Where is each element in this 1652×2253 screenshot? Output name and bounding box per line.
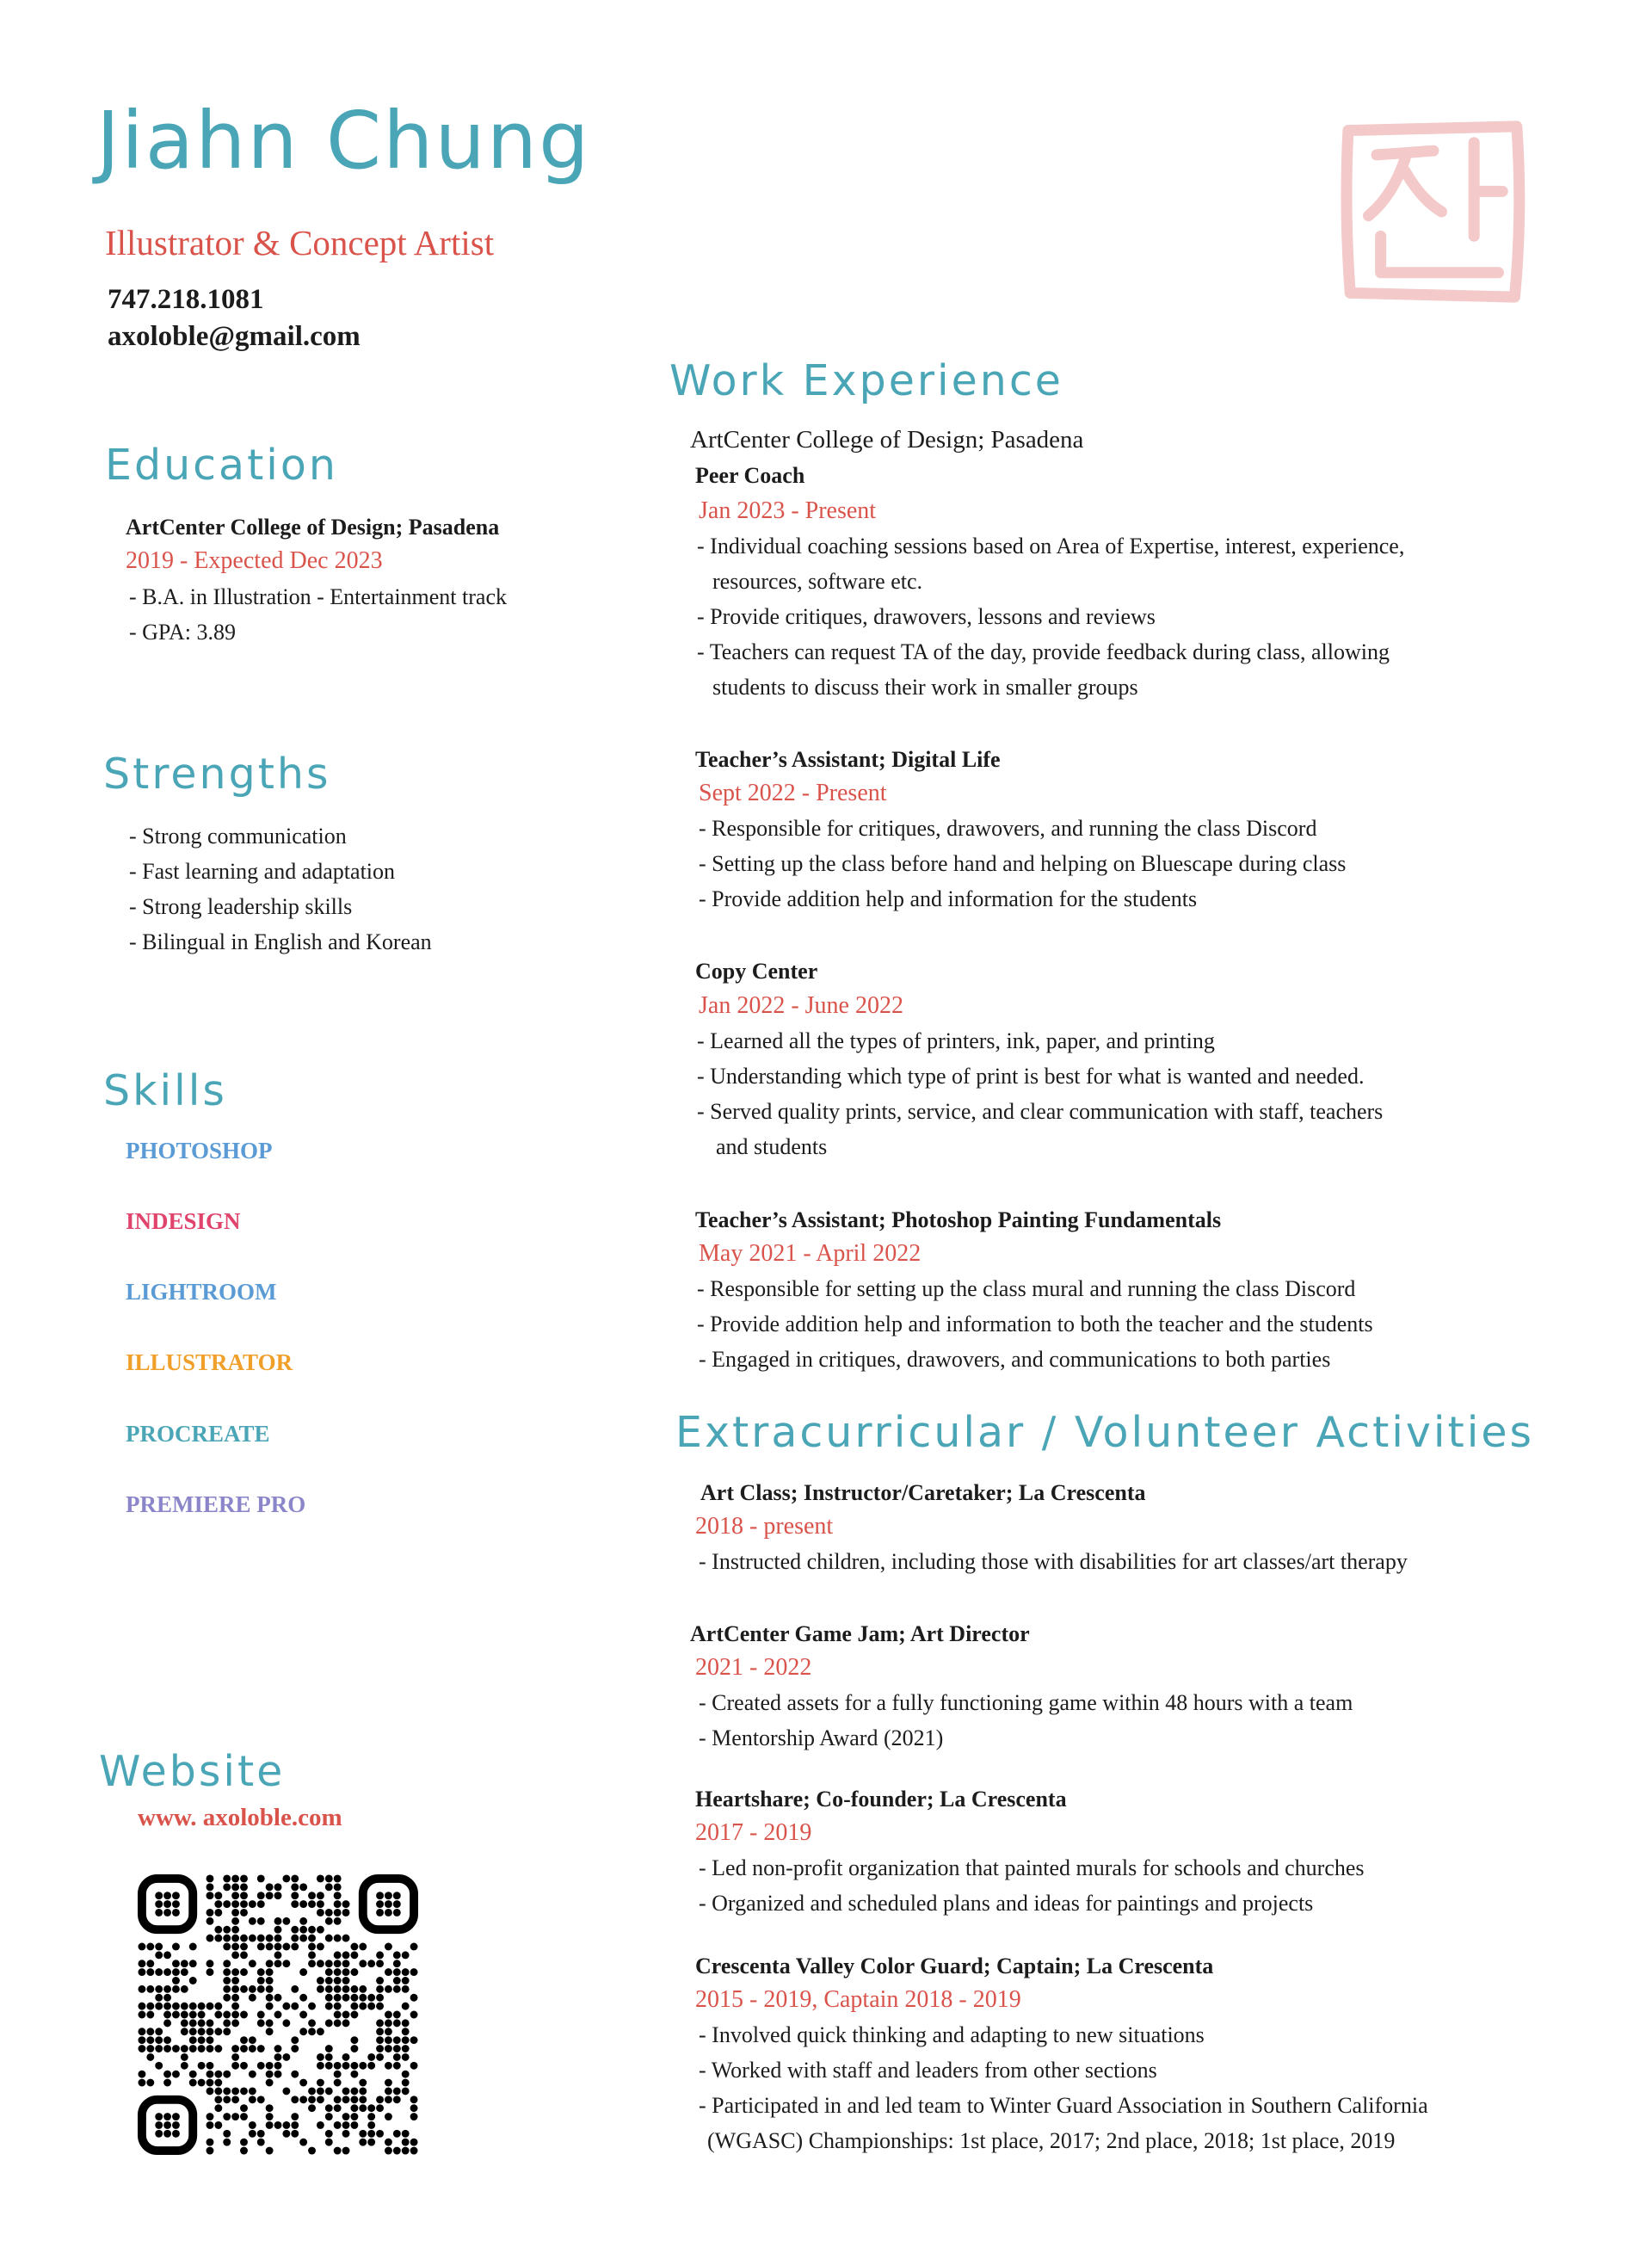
job-title: Peer Coach bbox=[695, 463, 805, 488]
job-bullet: - Learned all the types of printers, ink, paper, and printing bbox=[697, 1028, 1215, 1053]
qr-code-icon[interactable] bbox=[138, 1874, 418, 2155]
job-title: Teacher’s Assistant; Photoshop Painting Fundamentals bbox=[695, 1207, 1222, 1232]
skill-item: PROCREATE bbox=[126, 1421, 270, 1447]
skill-item: LIGHTROOM bbox=[126, 1279, 277, 1305]
education-gpa: - GPA: 3.89 bbox=[129, 620, 237, 645]
job-bullet: - Provide addition help and information to both the teacher and the students bbox=[697, 1312, 1373, 1336]
activity-bullet: - Instructed children, including those with disabilities for art classes/art therapy bbox=[699, 1549, 1408, 1574]
activity-bullet: - Organized and scheduled plans and ideas for paintings and projects bbox=[699, 1891, 1314, 1916]
activity-bullet: - Worked with staff and leaders from other sections bbox=[699, 2058, 1157, 2083]
job-bullet: - Served quality prints, service, and clear communication with staff, teachers bbox=[697, 1099, 1384, 1124]
strengths-heading: Strengths bbox=[103, 750, 331, 799]
skill-item: PHOTOSHOP bbox=[126, 1138, 273, 1164]
activity-dates: 2021 - 2022 bbox=[695, 1654, 812, 1681]
activity-dates: 2015 - 2019, Captain 2018 - 2019 bbox=[695, 1986, 1021, 2013]
job-title: Teacher’s Assistant; Digital Life bbox=[695, 747, 1001, 772]
website-link[interactable]: www. axoloble.com bbox=[138, 1804, 342, 1831]
job-bullet: - Responsible for critiques, drawovers, and running the class Discord bbox=[699, 816, 1317, 841]
activity-title: Crescenta Valley Color Guard; Captain; La Crescenta bbox=[695, 1954, 1214, 1978]
job-bullet: - Provide critiques, drawovers, lessons and reviews bbox=[697, 604, 1156, 629]
name-seal-icon bbox=[1332, 110, 1535, 313]
job-dates: Sept 2022 - Present bbox=[699, 780, 887, 806]
strength-item: - Strong communication bbox=[129, 824, 347, 849]
work-experience-heading: Work Experience bbox=[669, 356, 1063, 405]
activity-title: Heartshare; Co-founder; La Crescenta bbox=[695, 1787, 1067, 1812]
job-dates: May 2021 - April 2022 bbox=[699, 1240, 922, 1267]
work-employer: ArtCenter College of Design; Pasadena bbox=[690, 426, 1084, 454]
job-title: Copy Center bbox=[695, 959, 818, 984]
job-bullet: resources, software etc. bbox=[712, 569, 922, 594]
job-bullet: - Teachers can request TA of the day, provide feedback during class, allowing bbox=[697, 639, 1390, 664]
activity-dates: 2017 - 2019 bbox=[695, 1819, 812, 1846]
activity-bullet: - Led non-profit organization that painted murals for schools and churches bbox=[699, 1855, 1365, 1880]
job-bullet: - Understanding which type of print is best for what is wanted and needed. bbox=[697, 1064, 1365, 1089]
job-bullet: - Responsible for setting up the class mural and running the class Discord bbox=[697, 1276, 1356, 1301]
education-dates: 2019 - Expected Dec 2023 bbox=[126, 547, 383, 574]
job-title: Illustrator & Concept Artist bbox=[105, 223, 495, 262]
job-bullet: - Provide addition help and information for the students bbox=[699, 886, 1198, 911]
skill-item: ILLUSTRATOR bbox=[126, 1349, 293, 1375]
phone-number: 747.218.1081 bbox=[108, 284, 264, 315]
strength-item: - Fast learning and adaptation bbox=[129, 859, 396, 884]
job-bullet: and students bbox=[716, 1134, 828, 1159]
resume-name: Jiahn Chung bbox=[96, 95, 591, 187]
extracurricular-heading: Extracurricular / Volunteer Activities bbox=[675, 1408, 1535, 1457]
job-dates: Jan 2022 - June 2022 bbox=[699, 992, 903, 1019]
activity-bullet: - Mentorship Award (2021) bbox=[699, 1725, 944, 1750]
education-school: ArtCenter College of Design; Pasadena bbox=[126, 515, 500, 540]
email-address: axoloble@gmail.com bbox=[108, 321, 361, 352]
job-bullet: - Engaged in critiques, drawovers, and communications to both parties bbox=[699, 1347, 1331, 1372]
job-bullet: - Individual coaching sessions based on Area of Expertise, interest, experience, bbox=[697, 534, 1405, 559]
strength-item: - Strong leadership skills bbox=[129, 894, 353, 919]
website-heading: Website bbox=[99, 1747, 286, 1796]
activity-bullet: - Created assets for a fully functioning game within 48 hours with a team bbox=[699, 1690, 1353, 1715]
activity-title: ArtCenter Game Jam; Art Director bbox=[690, 1621, 1030, 1646]
activity-bullet: - Involved quick thinking and adapting to new situations bbox=[699, 2022, 1205, 2047]
strength-item: - Bilingual in English and Korean bbox=[129, 929, 432, 954]
activity-bullet: (WGASC) Championships: 1st place, 2017; 2nd place, 2018; 1st place, 2019 bbox=[707, 2128, 1396, 2153]
skill-item: PREMIERE PRO bbox=[126, 1491, 306, 1517]
activity-dates: 2018 - present bbox=[695, 1513, 834, 1540]
skill-item: INDESIGN bbox=[126, 1208, 241, 1234]
job-dates: Jan 2023 - Present bbox=[699, 497, 877, 524]
education-degree: - B.A. in Illustration - Entertainment track bbox=[129, 584, 507, 609]
activity-title: Art Class; Instructor/Caretaker; La Crescenta bbox=[700, 1480, 1146, 1505]
job-bullet: - Setting up the class before hand and helping on Bluescape during class bbox=[699, 851, 1347, 876]
job-bullet: students to discuss their work in smaller groups bbox=[712, 675, 1138, 700]
activity-bullet: - Participated in and led team to Winter Guard Association in Southern California bbox=[699, 2093, 1428, 2118]
education-heading: Education bbox=[105, 441, 338, 490]
skills-heading: Skills bbox=[103, 1066, 227, 1115]
